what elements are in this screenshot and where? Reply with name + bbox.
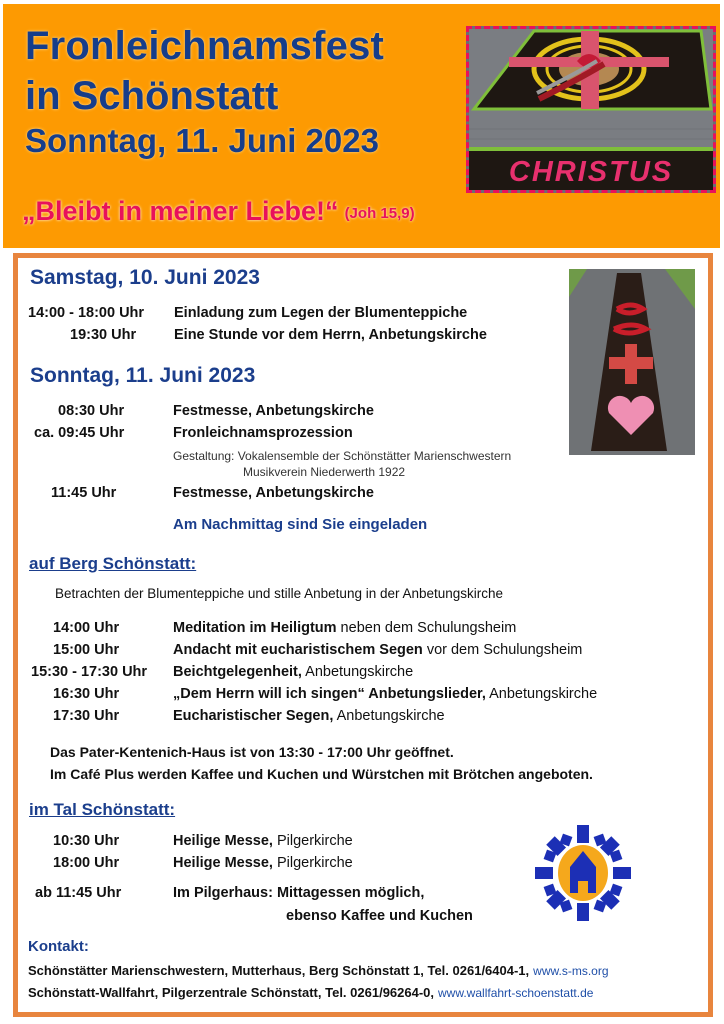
tal-schoenstatt-heading: im Tal Schönstatt: xyxy=(29,800,176,819)
event-location: Anbetungskirche xyxy=(301,664,414,680)
event-time: 17:30 Uhr xyxy=(53,708,120,724)
sunday-heading: Sonntag, 11. Juni 2023 xyxy=(30,364,256,387)
event-time: 14:00 - 18:00 Uhr xyxy=(28,305,145,321)
website-link[interactable]: www.wallfahrt-schoenstatt.de xyxy=(438,986,594,1000)
program-card xyxy=(13,253,713,1017)
motto xyxy=(22,196,415,227)
event-title: Fronleichnamsprozession xyxy=(173,425,353,441)
procession-note-line-2: Musikverein Niederwerth 1922 xyxy=(243,465,406,479)
event-location: Anbetungskirche xyxy=(333,708,445,724)
info-pater-kentenich-haus: Das Pater-Kentenich-Haus ist von 13:30 - 17:00 Uhr geöffnet. xyxy=(50,744,454,760)
event-title: Beichtgelegenheit, xyxy=(173,664,302,680)
schoenstatt-logo-icon xyxy=(533,823,633,923)
flower-carpet-image-icon xyxy=(469,29,713,190)
website-link[interactable]: www.s-ms.org xyxy=(533,964,609,978)
berg-schoenstatt-heading: auf Berg Schönstatt: xyxy=(29,554,197,573)
flower-carpet-path-photo xyxy=(569,269,695,455)
event-title: Festmesse, Anbetungskirche xyxy=(173,485,374,501)
event-time: ca. 09:45 Uhr xyxy=(34,425,125,441)
event-time: 16:30 Uhr xyxy=(53,686,120,702)
event-location: vor dem Schulungsheim xyxy=(422,642,583,658)
event-location: Anbetungskirche xyxy=(485,686,598,702)
header-banner xyxy=(3,4,720,248)
title-line-1: Fronleichnamsfest xyxy=(25,24,385,68)
event-title: Meditation im Heiligtum xyxy=(173,620,337,636)
motto-text: „Bleibt in meiner Liebe!“ xyxy=(22,196,339,226)
contact-heading: Kontakt: xyxy=(28,938,89,955)
event-title: Einladung zum Legen der Blumenteppiche xyxy=(174,305,468,321)
event-time: 19:30 Uhr xyxy=(70,327,137,343)
berg-intro: Betrachten der Blumenteppiche und stille Anbetung in der Anbetungskirche xyxy=(55,586,504,601)
event-time: 10:30 Uhr xyxy=(53,833,120,849)
title-line-2: in Schönstatt xyxy=(25,74,279,118)
event-title: Im Pilgerhaus: Mittagessen möglich, xyxy=(173,885,425,901)
motto-reference: (Joh 15,9) xyxy=(344,205,415,222)
info-cafe-plus: Im Café Plus werden Kaffee und Kuchen und Würstchen mit Brötchen angeboten. xyxy=(50,766,593,782)
event-time: 14:00 Uhr xyxy=(53,620,120,636)
saturday-heading: Samstag, 10. Juni 2023 xyxy=(30,266,260,289)
contact-line xyxy=(28,985,593,1000)
flower-path-image-icon xyxy=(569,269,695,455)
event-date: Sonntag, 11. Juni 2023 xyxy=(25,122,379,159)
contact-line xyxy=(28,963,609,978)
afternoon-invite: Am Nachmittag sind Sie eingeladen xyxy=(173,516,428,533)
contact-text: Schönstatt-Wallfahrt, Pilgerzentrale Schönstatt, Tel. 0261/96264-0, xyxy=(28,985,435,1000)
event-location: neben dem Schulungsheim xyxy=(336,620,517,636)
event-title: Andacht mit eucharistischem Segen xyxy=(173,642,423,658)
event-location: Pilgerkirche xyxy=(272,833,353,849)
contact-text: Schönstätter Marienschwestern, Mutterhaus, Berg Schönstatt 1, Tel. 0261/6404-1, xyxy=(28,963,530,978)
event-time: ab 11:45 Uhr xyxy=(35,885,122,901)
event-location: Pilgerkirche xyxy=(272,855,353,871)
event-title: „Dem Herrn will ich singen“ Anbetungslieder, xyxy=(173,686,486,702)
event-title: Eine Stunde vor dem Herrn, Anbetungskirche xyxy=(174,327,487,343)
pilgerhaus-line-2: ebenso Kaffee und Kuchen xyxy=(286,908,473,924)
event-title: Festmesse, Anbetungskirche xyxy=(173,403,374,419)
procession-note-line-1: Gestaltung: Vokalensemble der Schönstätter Marienschwestern xyxy=(173,449,512,463)
event-title: Heilige Messe, xyxy=(173,833,273,849)
event-time: 15:00 Uhr xyxy=(53,642,120,658)
event-time: 08:30 Uhr xyxy=(58,403,125,419)
svg-text:CHRISTUS: CHRISTUS xyxy=(508,156,674,188)
event-title: Eucharistischer Segen, xyxy=(173,708,334,724)
flower-carpet-photo xyxy=(466,26,716,193)
event-title: Heilige Messe, xyxy=(173,855,273,871)
event-time: 15:30 - 17:30 Uhr xyxy=(31,664,148,680)
event-time: 11:45 Uhr xyxy=(51,485,117,501)
event-time: 18:00 Uhr xyxy=(53,855,120,871)
